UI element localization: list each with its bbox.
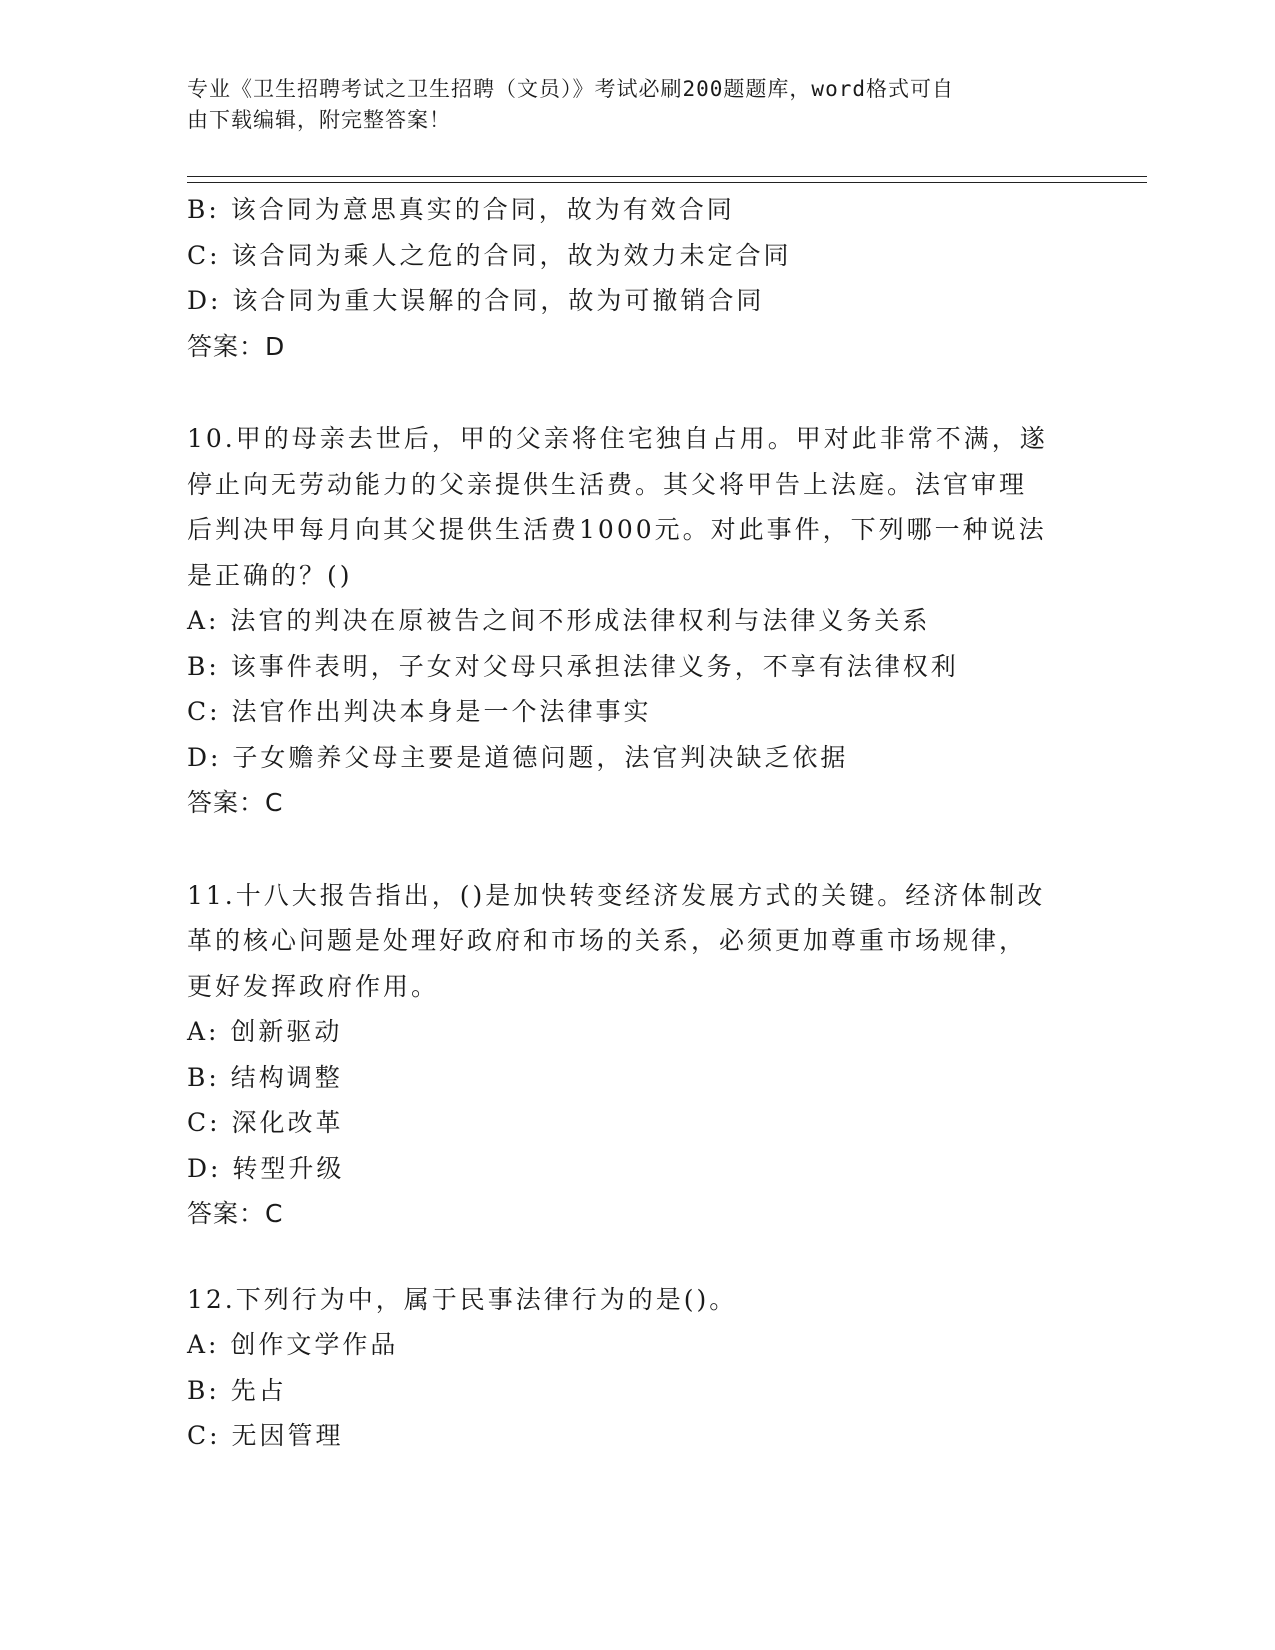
question-stem-line: 10.甲的母亲去世后，甲的父亲将住宅独自占用。甲对此非常不满，遂 bbox=[187, 424, 1048, 453]
spacer bbox=[187, 1237, 1087, 1277]
header-divider-bottom bbox=[187, 182, 1147, 183]
option-b: B: 结构调整 bbox=[187, 1062, 343, 1092]
document-header bbox=[187, 74, 1087, 136]
answer: 答案：C bbox=[187, 788, 284, 817]
option-a: A: 创作文学作品 bbox=[187, 1330, 399, 1359]
option-a: A: 创新驱动 bbox=[187, 1017, 343, 1046]
option-c: C: 无因管理 bbox=[187, 1421, 344, 1450]
question-11 bbox=[187, 873, 1087, 1237]
spacer bbox=[187, 826, 1087, 873]
option-b: B: 该合同为意思真实的合同，故为有效合同 bbox=[187, 195, 735, 224]
header-line-2: 由下载编辑，附完整答案！ bbox=[187, 108, 451, 132]
option-c: C: 法官作出判决本身是一个法律事实 bbox=[187, 697, 652, 726]
option-c: C: 深化改革 bbox=[187, 1108, 344, 1137]
question-stem-line: 停止向无劳动能力的父亲提供生活费。其父将甲告上法庭。法官审理 bbox=[187, 469, 1028, 499]
question-10 bbox=[187, 416, 1087, 826]
question-stem-line: 11.十八大报告指出，()是加快转变经济发展方式的关键。经济体制改 bbox=[187, 880, 1046, 910]
question-12 bbox=[187, 1277, 1087, 1459]
option-d: D: 转型升级 bbox=[187, 1153, 345, 1183]
answer: 答案：C bbox=[187, 1199, 284, 1228]
question-stem-line: 后判决甲每月向其父提供生活费1000元。对此事件，下列哪一种说法 bbox=[187, 515, 1047, 544]
option-b: B: 先占 bbox=[187, 1375, 287, 1405]
option-c: C: 该合同为乘人之危的合同，故为效力未定合同 bbox=[187, 240, 792, 270]
option-d: D: 子女赡养父母主要是道德问题，法官判决缺乏依据 bbox=[187, 742, 849, 772]
question-9-tail bbox=[187, 187, 1087, 369]
question-stem-line: 是正确的？() bbox=[187, 560, 353, 590]
option-b: B: 该事件表明，子女对父母只承担法律义务，不享有法律权利 bbox=[187, 651, 959, 681]
spacer bbox=[187, 369, 1087, 416]
header-divider-top bbox=[187, 176, 1147, 177]
question-stem-line: 革的核心问题是处理好政府和市场的关系，必须更加尊重市场规律， bbox=[187, 926, 1028, 955]
option-a: A: 法官的判决在原被告之间不形成法律权利与法律义务关系 bbox=[187, 606, 931, 635]
question-stem-line: 12.下列行为中，属于民事法律行为的是()。 bbox=[187, 1284, 738, 1314]
question-content bbox=[187, 187, 1087, 1459]
question-stem-line: 更好发挥政府作用。 bbox=[187, 971, 440, 1001]
answer: 答案：D bbox=[187, 331, 286, 361]
option-d: D: 该合同为重大误解的合同，故为可撤销合同 bbox=[187, 286, 765, 315]
header-line-1: 专业《卫生招聘考试之卫生招聘（文员）》考试必刷200题题库，word格式可自 bbox=[187, 77, 954, 101]
